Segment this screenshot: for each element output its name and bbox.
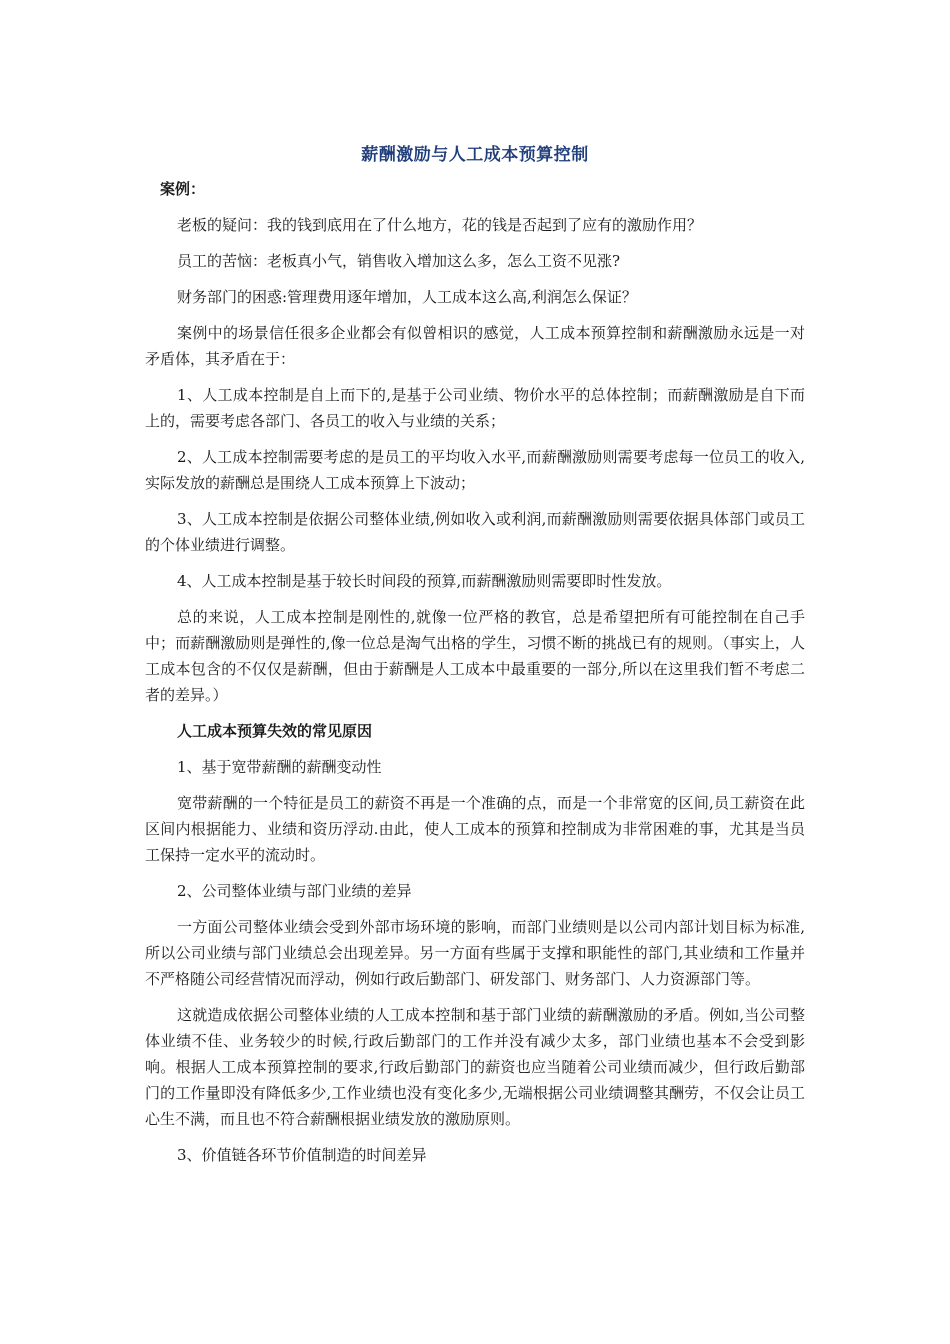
paragraph-reason-1-body: 宽带薪酬的一个特征是员工的薪资不再是一个准确的点，而是一个非常宽的区间,员工薪资在此区间内根据能力、业绩和资历浮动.由此，使人工成本的预算和控制成为非常困难的事，尤其是当员工保持一定水平的流动时。 [145,794,805,864]
paragraph-case-intro: 案例中的场景信任很多企业都会有似曾相识的感觉，人工成本预算控制和薪酬激励永远是一对矛盾体，其矛盾在于： [145,324,805,368]
case-label: 案例： [160,180,206,198]
paragraph-reason-2-body: 一方面公司整体业绩会受到外部市场环境的影响，而部门业绩则是以公司内部计划目标为标准,所以公司业绩与部门业绩总会出现差异。另一方面有些属于支撑和职能性的部门,其业绩和工作量并不严格随公司经营情况而浮动，例如行政后勤部门、研发部门、财务部门、人力资源部门等。 [145,918,805,988]
paragraph-boss-question: 老板的疑问：我的钱到底用在了什么地方，花的钱是否起到了应有的激励作用？ [177,216,703,234]
document-title: 薪酬激励与人工成本预算控制 [361,145,589,165]
paragraph-point-1: 1、人工成本控制是自上而下的,是基于公司业绩、物价水平的总体控制；而薪酬激励是自下而上的，需要考虑各部门、各员工的收入与业绩的关系； [145,386,805,430]
document-body [145,142,805,1178]
paragraph-point-4: 4、人工成本控制是基于较长时间段的预算,而薪酬激励则需要即时性发放。 [177,572,672,590]
paragraph-summary: 总的来说，人工成本控制是刚性的,就像一位严格的教官，总是希望把所有可能控制在自己手中；而薪酬激励则是弹性的,像一位总是淘气出格的学生，习惯不断的挑战已有的规则。（事实上，人工成本包含的不仅仅是薪酬，但由于薪酬是人工成本中最重要的一部分,所以在这里我们暂不考虑二者的差异。） [145,608,805,704]
paragraph-employee-complaint: 员工的苦恼：老板真小气，销售收入增加这么多，怎么工资不见涨? [177,252,621,270]
paragraph-point-3: 3、人工成本控制是依据公司整体业绩,例如收入或利润,而薪酬激励则需要依据具体部门或员工的个体业绩进行调整。 [145,510,805,554]
section-heading: 人工成本预算失效的常见原因 [177,722,373,740]
paragraph-reason-1-title: 1、基于宽带薪酬的薪酬变动性 [177,758,382,776]
paragraph-finance-confusion: 财务部门的困惑:管理费用逐年增加，人工成本这么高,利润怎么保证？ [177,288,637,306]
paragraph-reason-3-title: 3、价值链各环节价值制造的时间差异 [177,1146,427,1164]
paragraph-point-2: 2、人工成本控制需要考虑的是员工的平均收入水平,而薪酬激励则需要考虑每一位员工的收入,实际发放的薪酬总是围绕人工成本预算上下波动； [145,448,805,492]
paragraph-reason-2-example: 这就造成依据公司整体业绩的人工成本控制和基于部门业绩的薪酬激励的矛盾。例如,当公司整体业绩不佳、业务较少的时候,行政后勤部门的工作并没有减少太多，部门业绩也基本不会受到影响。根据人工成本预算控制的要求,行政后勤部门的薪资也应当随着公司业绩而减少，但行政后勤部门的工作量即没有降低多少,工作业绩也没有变化多少,无端根据公司业绩调整其酬劳，不仅会让员工心生不满，而且也不符合薪酬根据业绩发放的激励原则。 [145,1006,805,1128]
paragraph-reason-2-title: 2、公司整体业绩与部门业绩的差异 [177,882,412,900]
